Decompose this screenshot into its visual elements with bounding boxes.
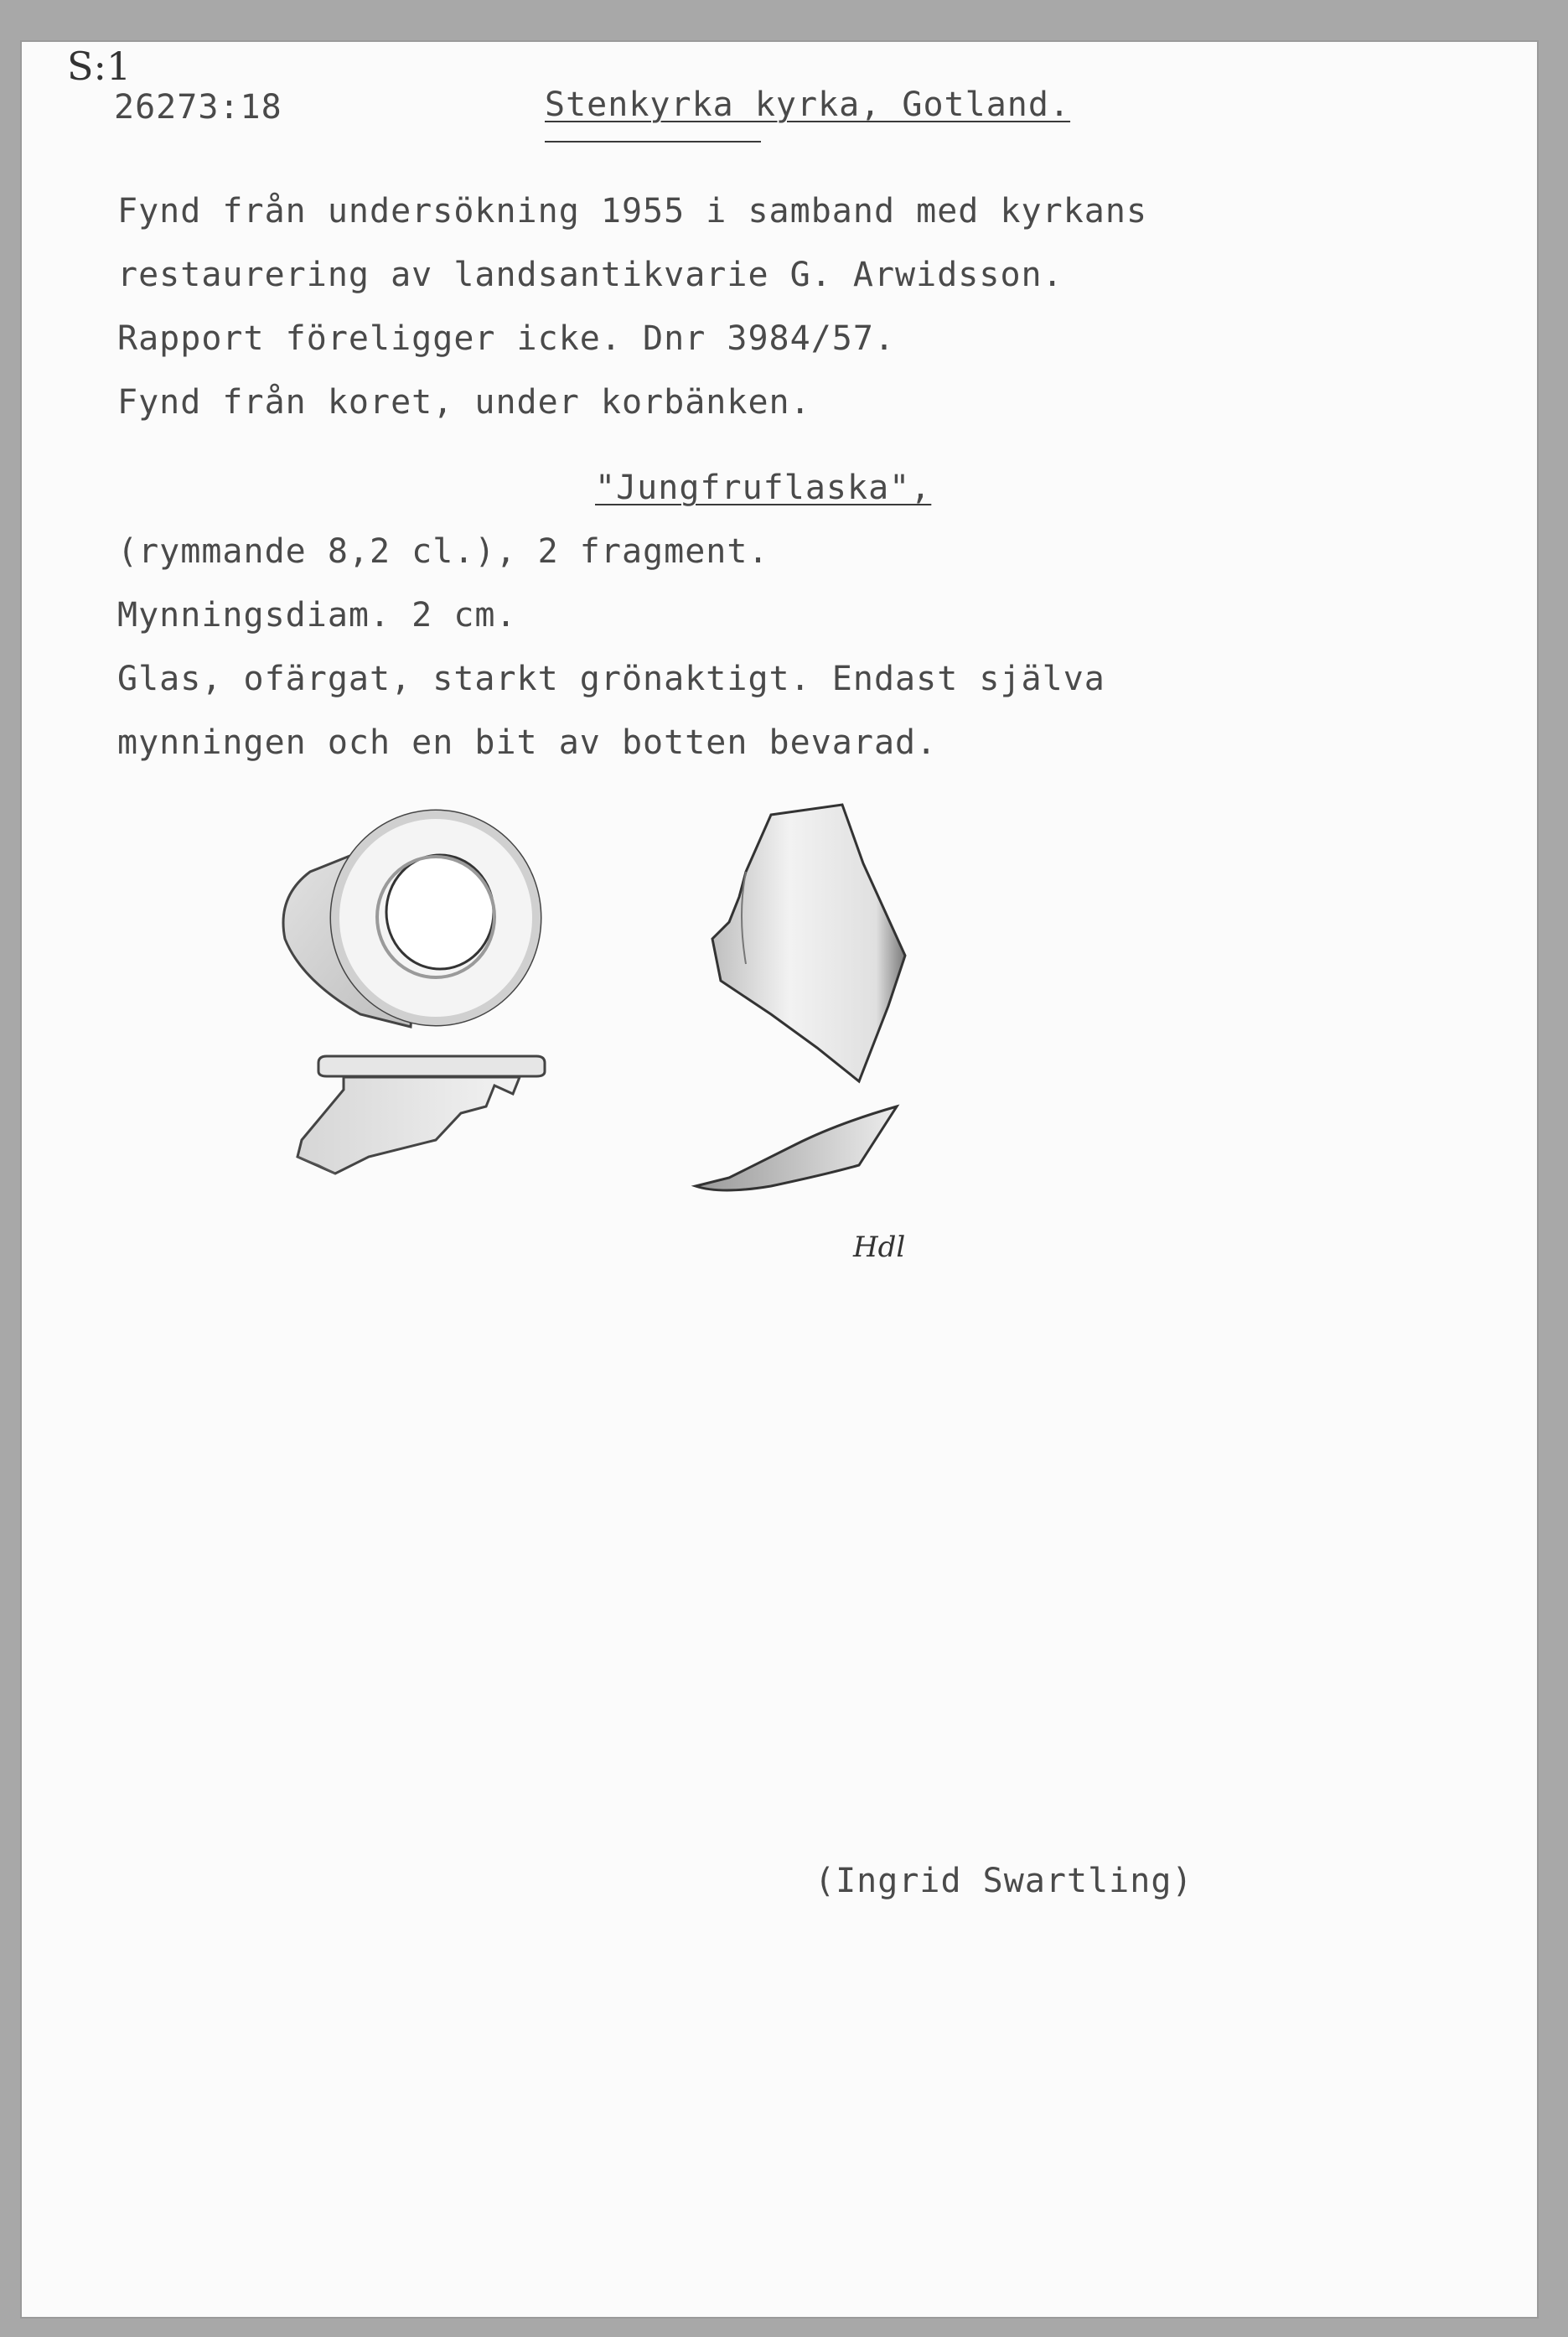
author-name: (Ingrid Swartling) — [815, 1862, 1193, 1900]
object-name — [595, 471, 931, 505]
catalog-number: 26273:18 — [114, 88, 282, 127]
card-mark: S:1 — [67, 44, 132, 89]
illustrator-initials: Hdl — [853, 1231, 906, 1264]
bottom-fragment-drawing — [687, 796, 922, 1232]
description-line-2: Mynningsdiam. 2 cm. — [117, 596, 517, 635]
description-line-1: (rymmande 8,2 cl.), 2 fragment. — [117, 532, 769, 571]
title-double-underline — [545, 141, 761, 142]
description-line-3: Glas, ofärgat, starkt grönaktigt. Endast själva — [117, 660, 1105, 698]
description-line-4: mynningen och en bit av botten bevarad. — [117, 723, 938, 762]
body-line-3: Rapport föreligger icke. Dnr 3984/57. — [117, 319, 896, 358]
bottle-mouth-drawing — [268, 805, 553, 1224]
object-name-text: "Jungfruflaska", — [595, 469, 932, 507]
body-line-2: restaurering av landsantikvarie G. Arwidsson. — [117, 256, 1063, 294]
body-line-4: Fynd från koret, under korbänken. — [117, 383, 811, 422]
body-line-1: Fynd från undersökning 1955 i samband med kyrkans — [117, 192, 1148, 231]
card-title: Stenkyrka kyrka, Gotland. — [545, 86, 1071, 124]
